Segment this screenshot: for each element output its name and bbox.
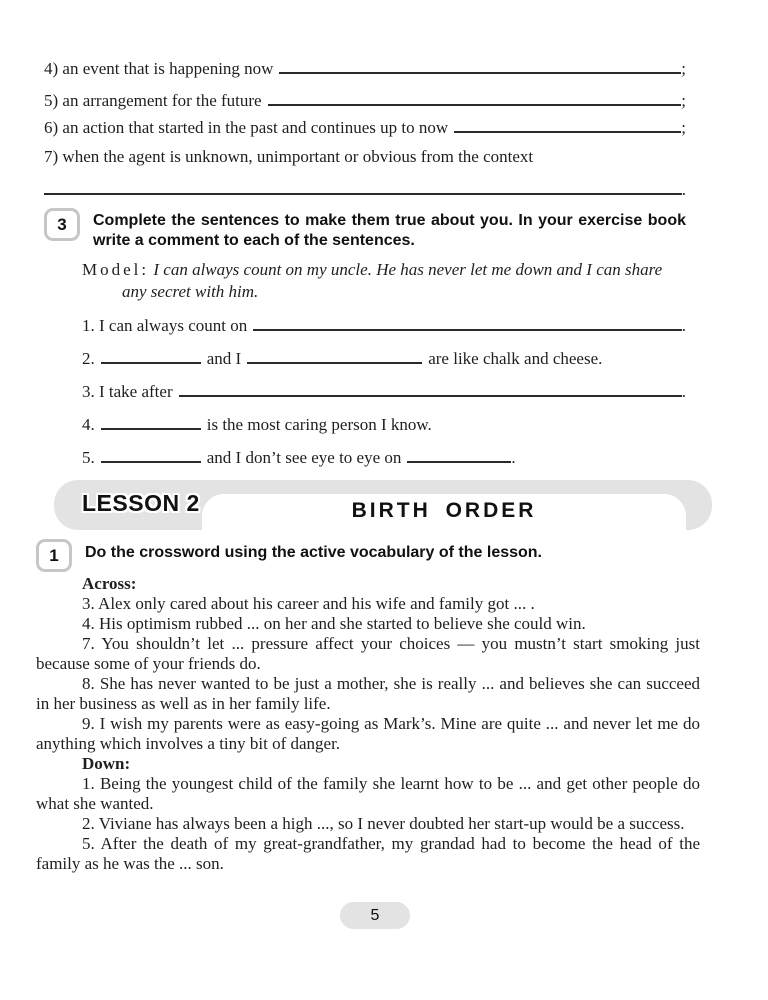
fill-in-line [101, 362, 201, 364]
crossword-clue: 9. I wish my parents were as easy-going as Mark’s. Mine are quite ... and never let me do anything which involves a tiny bit of danger. [36, 714, 700, 753]
sentence-end: . [511, 448, 516, 467]
fill-in-line [179, 395, 682, 397]
closing-tail: . [681, 180, 686, 199]
fill-in-line [101, 461, 201, 463]
sentence-end: are like chalk and cheese. [428, 349, 603, 368]
crossword-clue: 5. After the death of my great-grandfather, my grandad had to become the head of the family as he was the ... son. [36, 834, 700, 873]
list-item [44, 58, 686, 79]
down-label: Down: [82, 754, 131, 773]
exercise-1 [36, 539, 700, 874]
fill-in-line [253, 329, 682, 331]
exercise-3 [36, 208, 700, 468]
fill-in-sentence [82, 381, 686, 402]
fill-in-sentence [82, 348, 686, 369]
list-item [44, 90, 686, 111]
exercise-instruction: Do the crossword using the active vocabulary of the lesson. [85, 544, 542, 561]
page-number-badge [340, 902, 410, 929]
fill-in-line [101, 428, 201, 430]
list-item-text: 7) when the agent is unknown, unimportant or obvious from the context [44, 147, 534, 166]
passive-uses-list [36, 58, 700, 200]
sentence-start: 3. I take after [82, 382, 173, 401]
sentence-end: is the most caring person I know. [206, 415, 432, 434]
fill-in-line [454, 131, 681, 133]
list-item-text: 5) an arrangement for the future [44, 91, 262, 110]
exercise-3-header [44, 208, 686, 251]
sentence-end: . [681, 316, 686, 335]
list-item [44, 146, 686, 167]
sentence-start: 4. [82, 415, 95, 434]
fill-in-sentence [82, 315, 686, 336]
crossword-clue: 2. Viviane has always been a high ..., so I never doubted her start-up would be a success. [82, 814, 685, 833]
fill-in-line [247, 362, 422, 364]
list-item-tail: ; [681, 91, 686, 110]
sentence-start: 2. [82, 349, 95, 368]
list-item-text: 6) an action that started in the past and continues up to now [44, 118, 449, 137]
list-item-tail: ; [681, 118, 686, 137]
lesson-number-label: LESSON 2 [82, 490, 200, 516]
sentence-start: 5. [82, 448, 95, 467]
fill-in-sentence [82, 447, 686, 468]
exercise-instruction: Complete the sentences to make them true about you. In your exercise book write a comment to each of the sentences. [93, 212, 686, 249]
model-text: I can always count on my uncle. He has never let me down and I can share any secret with him. [122, 260, 663, 301]
crossword-clue: 4. His optimism rubbed ... on her and she started to believe she could win. [82, 614, 586, 633]
list-item-text: 4) an event that is happening now [44, 59, 274, 78]
sentence-start: 1. I can always count on [82, 316, 248, 335]
model-label: Model: [82, 260, 150, 279]
list-item [44, 117, 686, 138]
exercise-number-badge: 1 [36, 539, 72, 572]
exercise-1-header [36, 539, 700, 572]
model-sentence [44, 259, 686, 303]
lesson-header [54, 480, 700, 530]
exercise-number-badge: 3 [44, 208, 80, 241]
closing-line-row [44, 179, 686, 200]
list-item-tail: ; [681, 59, 686, 78]
sentence-end: . [681, 382, 686, 401]
fill-in-sentence [82, 414, 686, 435]
crossword-clue: 3. Alex only cared about his career and his wife and family got ... . [82, 594, 535, 613]
sentence-middle: and I [206, 349, 242, 368]
sentence-middle: and I don’t see eye to eye on [206, 448, 402, 467]
crossword-clue: 7. You shouldn’t let ... pressure affect your choices — you mustn’t start smoking just because some of your friends do. [36, 634, 700, 673]
lesson-title: BIRTH ORDER [351, 499, 537, 522]
fill-in-line [268, 104, 682, 106]
crossword-clue: 1. Being the youngest child of the family she learnt how to be ... and get other people do what she wanted. [36, 774, 700, 813]
fill-in-line [407, 461, 511, 463]
fill-in-line [279, 72, 681, 74]
across-label: Across: [82, 574, 137, 593]
crossword-clue: 8. She has never wanted to be just a mother, she is really ... and believes she can succeed in her business as well as in her family life. [36, 674, 700, 713]
page-number: 5 [370, 906, 380, 924]
fill-in-line [44, 193, 682, 195]
